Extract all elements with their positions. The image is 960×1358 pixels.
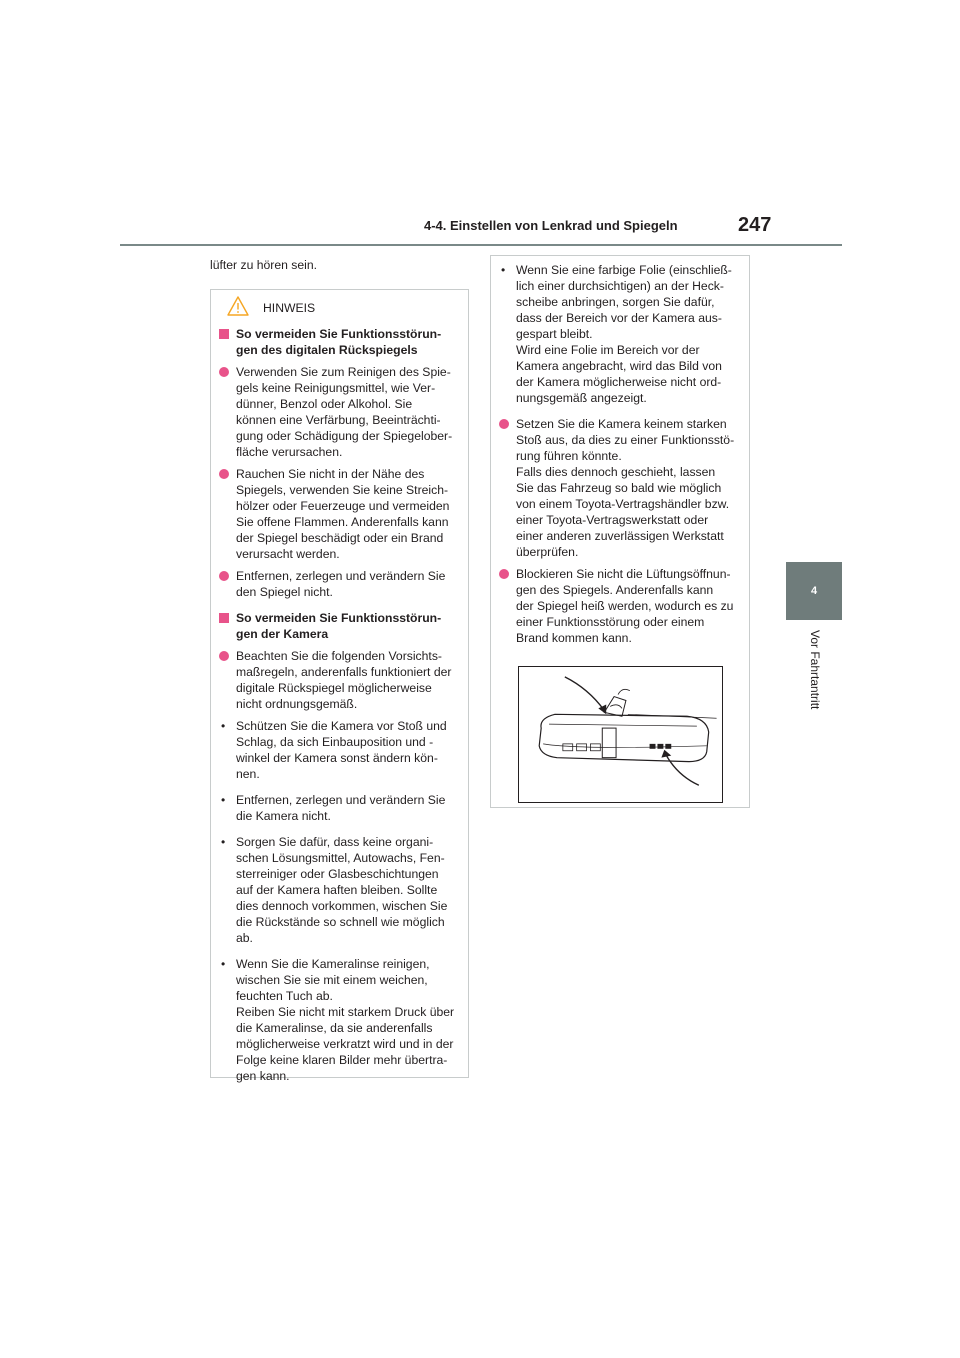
chapter-tab[interactable] [786,562,842,620]
mirror-illustration [518,666,723,803]
rear-view-mirror-drawing [519,667,722,802]
item-text: Rauchen Sie nicht in der Nähe des Spiegels, verwenden Sie keine Streich- hölzer oder Feuerzeuge und vermeiden Sie offene Flammen. Anderenfalls kann der Spiegel beschädigt oder ein Brand verursacht werden. [236,467,450,561]
section-title: 4-4. Einstellen von Lenkrad und Spiegeln [424,218,678,233]
item-text: Schützen Sie die Kamera vor Stoß und Schlag, da sich Einbauposition und - winkel der Kamera sonst ändern kön- nen. [236,719,447,781]
dot-bullet-icon: • [501,263,506,277]
circle-bullet-icon [499,419,509,429]
sub-list-item [219,792,460,824]
chapter-label: Vor Fahrtantritt [808,630,822,710]
notice-box [210,289,469,1083]
item-text: Setzen Sie die Kamera keinem starken Stoß aus, da dies zu einer Funktionsstö- rung führen könnte. Falls dies dennoch geschieht, lassen Sie das Fahrzeug so bald wie möglich von einem Toyota-Vertragshändler bzw. einer Toyota-Vertragswerkstatt oder einer anderen zuverlässigen Werkstatt überprüfen. [516,417,735,559]
sub-list-item [219,956,460,1084]
item-text: Entfernen, zerlegen und verändern Sie die Kamera nicht. [236,793,446,823]
item-text: Sorgen Sie dafür, dass keine organi- schen Lösungsmittel, Autowachs, Fen- sterreiniger oder Glasbeschichtungen auf der Kamera haften bleiben. Sollte dies dennoch vorkommen, wischen Sie die Rückstände so schnell wie möglich ab. [236,835,448,945]
list-item [219,568,460,600]
list-item [499,416,741,560]
circle-bullet-icon [219,367,229,377]
section-heading [219,326,460,358]
sub-list-item [219,718,460,782]
circle-bullet-icon [219,469,229,479]
dot-bullet-icon: • [221,719,226,733]
dot-bullet-icon: • [221,957,226,971]
heading-text: So vermeiden Sie Funktionsstörun- gen des digitalen Rückspiegels [236,327,442,357]
item-text: Verwenden Sie zum Reinigen des Spie- gels keine Reinigungsmittel, wie Ver- dünner, Benzol oder Alkohol. Sie können eine Verfärbung, Beeinträchti- gung oder Schädigung der Spiegelober- fläche verursachen. [236,365,453,459]
list-item [219,648,460,712]
list-item [219,466,460,562]
header-divider [120,244,842,246]
item-text: Beachten Sie die folgenden Vorsichts- maßregeln, anderenfalls funktioniert der digitale Rückspiegel möglicherweise nicht ordnungsgemäß. [236,649,452,711]
item-text: Wenn Sie die Kameralinse reinigen, wischen Sie sie mit einem weichen, feuchten Tuch ab. Reiben Sie nicht mit starkem Druck über die Kameralinse, da sie anderenfalls möglicherweise verkratzt wird und in der Folge keine klaren Bilder mehr übertra- gen kann. [236,957,455,1083]
chapter-number: 4 [810,585,818,597]
item-text: Entfernen, zerlegen und verändern Sie den Spiegel nicht. [236,569,446,599]
circle-bullet-icon [499,569,509,579]
square-bullet-icon [219,329,229,339]
dot-bullet-icon: • [221,835,226,849]
square-bullet-icon [219,613,229,623]
list-item [499,566,741,646]
item-text: Blockieren Sie nicht die Lüftungsöffnun- gen des Spiegels. Anderenfalls kann der Spiegel heiß werden, wodurch es zu einer Funktionsstörung oder einem Brand kommen kann. [516,567,734,645]
dot-bullet-icon: • [221,793,226,807]
notice-box-continued [490,255,750,808]
warning-triangle-icon [227,296,249,321]
circle-bullet-icon [219,571,229,581]
item-text: Wenn Sie eine farbige Folie (einschließ- lich einer durchsichtigen) an der Heck- scheibe anbringen, sorgen Sie dafür, dass der Bereich vor der Kamera aus- gespart bleibt. Wird eine Folie im Bereich vor der Kamera angebracht, wird das Bild von der Kamera möglicherweise nicht ord- nungsgemäß angezeigt. [516,263,732,405]
sub-list-item [219,834,460,946]
heading-text: So vermeiden Sie Funktionsstörun- gen der Kamera [236,611,442,641]
intro-text: lüfter zu hören sein. [210,258,318,272]
circle-bullet-icon [219,651,229,661]
sub-list-item [499,262,741,406]
page-number: 247 [738,214,772,236]
list-item [219,364,460,460]
notice-header [227,295,315,321]
section-heading [219,610,460,642]
notice-label: HINWEIS [263,301,316,315]
